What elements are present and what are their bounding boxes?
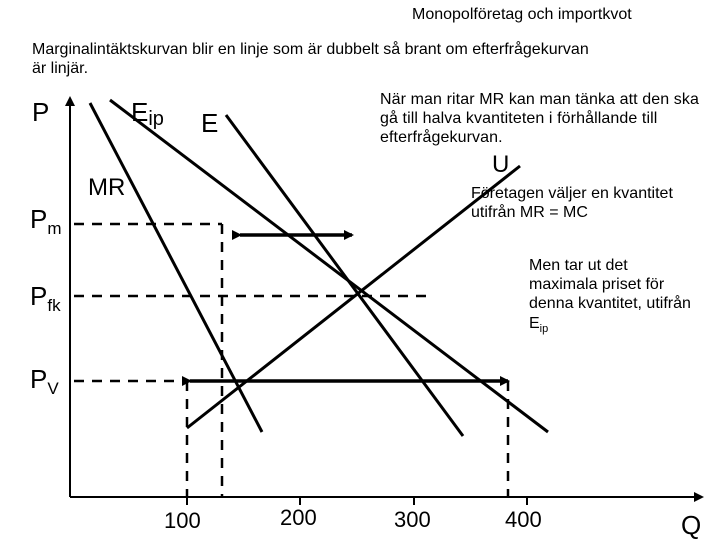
slide-title: Monopolföretag och importkvot: [412, 6, 632, 23]
eip-curve-label-main: E: [131, 97, 149, 127]
x-tick-label-300: 300: [394, 507, 431, 532]
x-tick-label-100: 100: [164, 508, 201, 533]
pfk-label: [30, 283, 61, 314]
u-curve-label: U: [492, 151, 510, 178]
x-tick-label-400: 400: [505, 507, 542, 532]
x-tick-label-200: 200: [280, 505, 317, 530]
pv-label-sub: V: [47, 379, 59, 398]
pm-label: [30, 206, 62, 237]
pv-label-main: P: [30, 364, 48, 394]
pfk-label-sub: fk: [47, 296, 61, 315]
note-choose-quantity: Företagen väljer en kvantitet utifrån MR = MC: [471, 185, 673, 222]
x-axis-label: Q: [681, 510, 702, 540]
pv-label: [30, 366, 59, 397]
intro-text: Marginalintäktskurvan blir en linje som är dubbelt så brant om efterfrågekurvan är linjär.: [32, 41, 589, 78]
note-max-price-sub: ip: [539, 322, 549, 335]
e-curve-label: E: [201, 108, 219, 138]
pfk-label-main: P: [30, 281, 48, 311]
y-axis-label: P: [32, 97, 50, 127]
pm-label-main: P: [30, 204, 48, 234]
pm-label-sub: m: [47, 219, 62, 238]
mr-curve-label: MR: [88, 174, 126, 201]
note-max-price-main: Men tar ut det maximala priset för denna kvantitet, utifrån E: [529, 257, 691, 332]
eip-curve-label-sub: ip: [148, 108, 164, 130]
note-mr-half-quantity: När man ritar MR kan man tänka att den ska gå till halva kvantiteten i förhållande till efterfrågekurvan.: [380, 91, 699, 147]
eip-curve-label: [131, 99, 164, 129]
e-demand-curve: [226, 115, 463, 436]
